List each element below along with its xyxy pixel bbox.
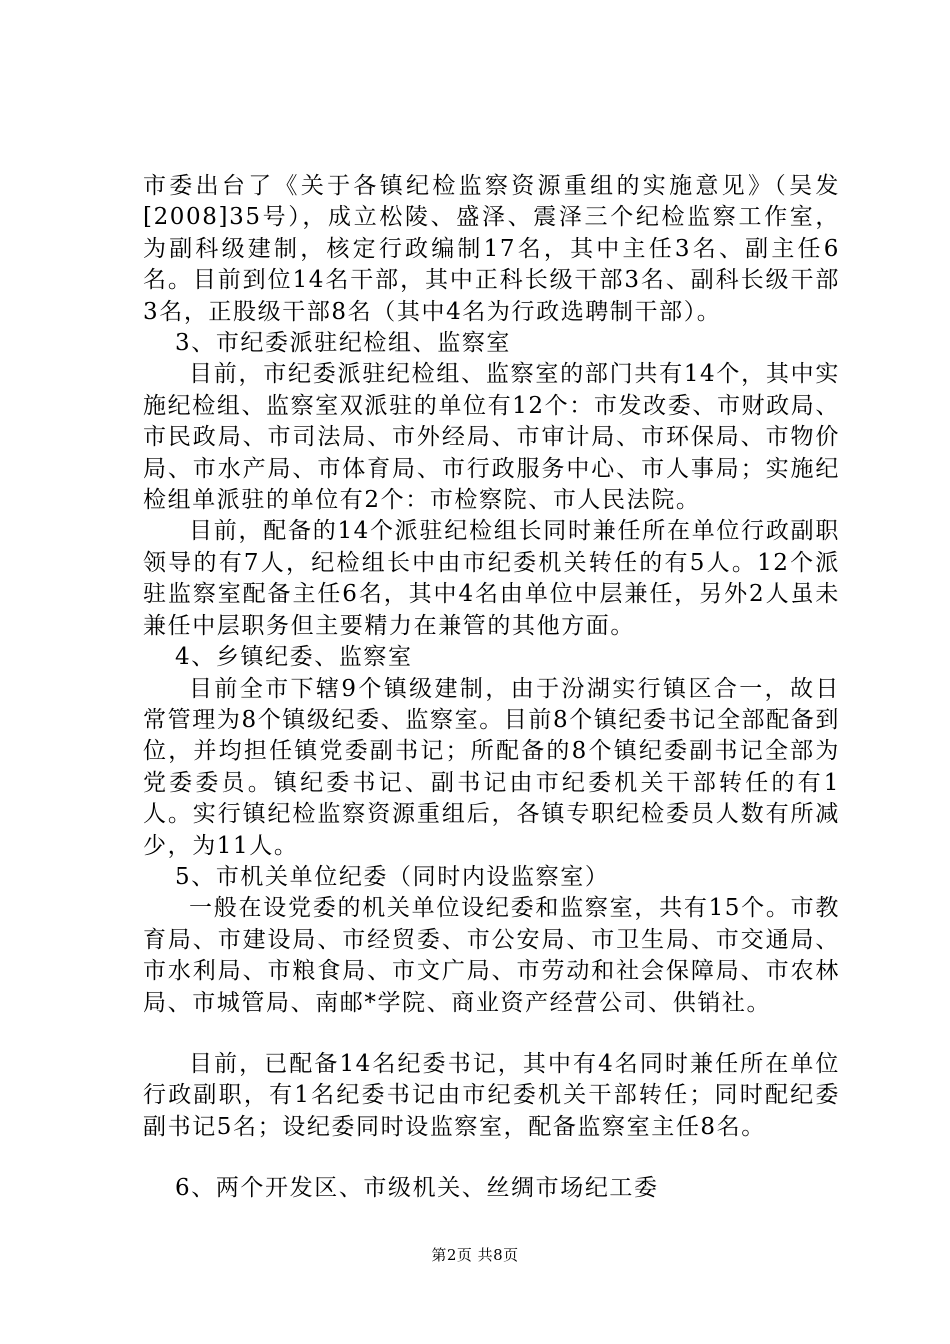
document-body	[143, 171, 840, 1205]
paragraph-township-commissions: 目前全市下辖9个镇级建制，由于汾湖实行镇区合一，故日常管理为8个镇级纪委、监察室。目前8个镇纪委书记全部配备到位，并均担任镇党委副书记；所配备的8个镇纪委副书记全部为党委委员。镇纪委书记、副书记由市纪委机关干部转任的有1人。实行镇纪检监察资源重组后，各镇专职纪检委员人数有所减少，为11人。	[143, 675, 840, 859]
section-heading-4: 4、乡镇纪委、监察室	[175, 644, 413, 671]
section-heading-5: 5、市机关单位纪委（同时内设监察室）	[175, 863, 610, 890]
paragraph-stationed-staffing: 目前，配备的14个派驻纪检组长同时兼任所在单位行政副职领导的有7人，纪检组长中由市纪委机关转任的有5人。12个派驻监察室配备主任6名，其中4名由单位中层兼任，另外2人虽未兼任中层职务但主要精力在兼管的其他方面。	[143, 518, 840, 639]
section-heading-3: 3、市纪委派驻纪检组、监察室	[175, 330, 512, 357]
paragraph-agency-commissions: 一般在设党委的机关单位设纪委和监察室，共有15个。市教育局、市建设局、市经贸委、市公安局、市卫生局、市交通局、市水利局、市粮食局、市文广局、市劳动和社会保障局、市农林局、市城管局、南邮*学院、商业资产经营公司、供销社。	[143, 895, 840, 1016]
paragraph-agency-staffing: 目前，已配备14名纪委书记，其中有4名同时兼任所在单位行政副职，有1名纪委书记由市纪委机关干部转任；同时配纪委副书记5名；设纪委同时设监察室，配备监察室主任8名。	[143, 1050, 840, 1140]
page-number-footer: 第2页 共8页	[431, 1246, 519, 1264]
paragraph-resource-restructuring: 市委出台了《关于各镇纪检监察资源重组的实施意见》（吴发[2008]35号），成立松陵、盛泽、震泽三个纪检监察工作室，为副科级建制，核定行政编制17名，其中主任3名、副主任6名。目前到位14名干部，其中正科长级干部3名、副科长级干部3名，正股级干部8名（其中4名为行政选聘制干部）。	[143, 173, 840, 325]
paragraph-stationed-units: 目前，市纪委派驻纪检组、监察室的部门共有14个，其中实施纪检组、监察室双派驻的单位有12个：市发改委、市财政局、市民政局、市司法局、市外经局、市审计局、市环保局、市物价局、市水产局、市体育局、市行政服务中心、市人事局；实施纪检组单派驻的单位有2个：市检察院、市人民法院。	[143, 361, 840, 514]
section-heading-6: 6、两个开发区、市级机关、丝绸市场纪工委	[175, 1175, 659, 1202]
